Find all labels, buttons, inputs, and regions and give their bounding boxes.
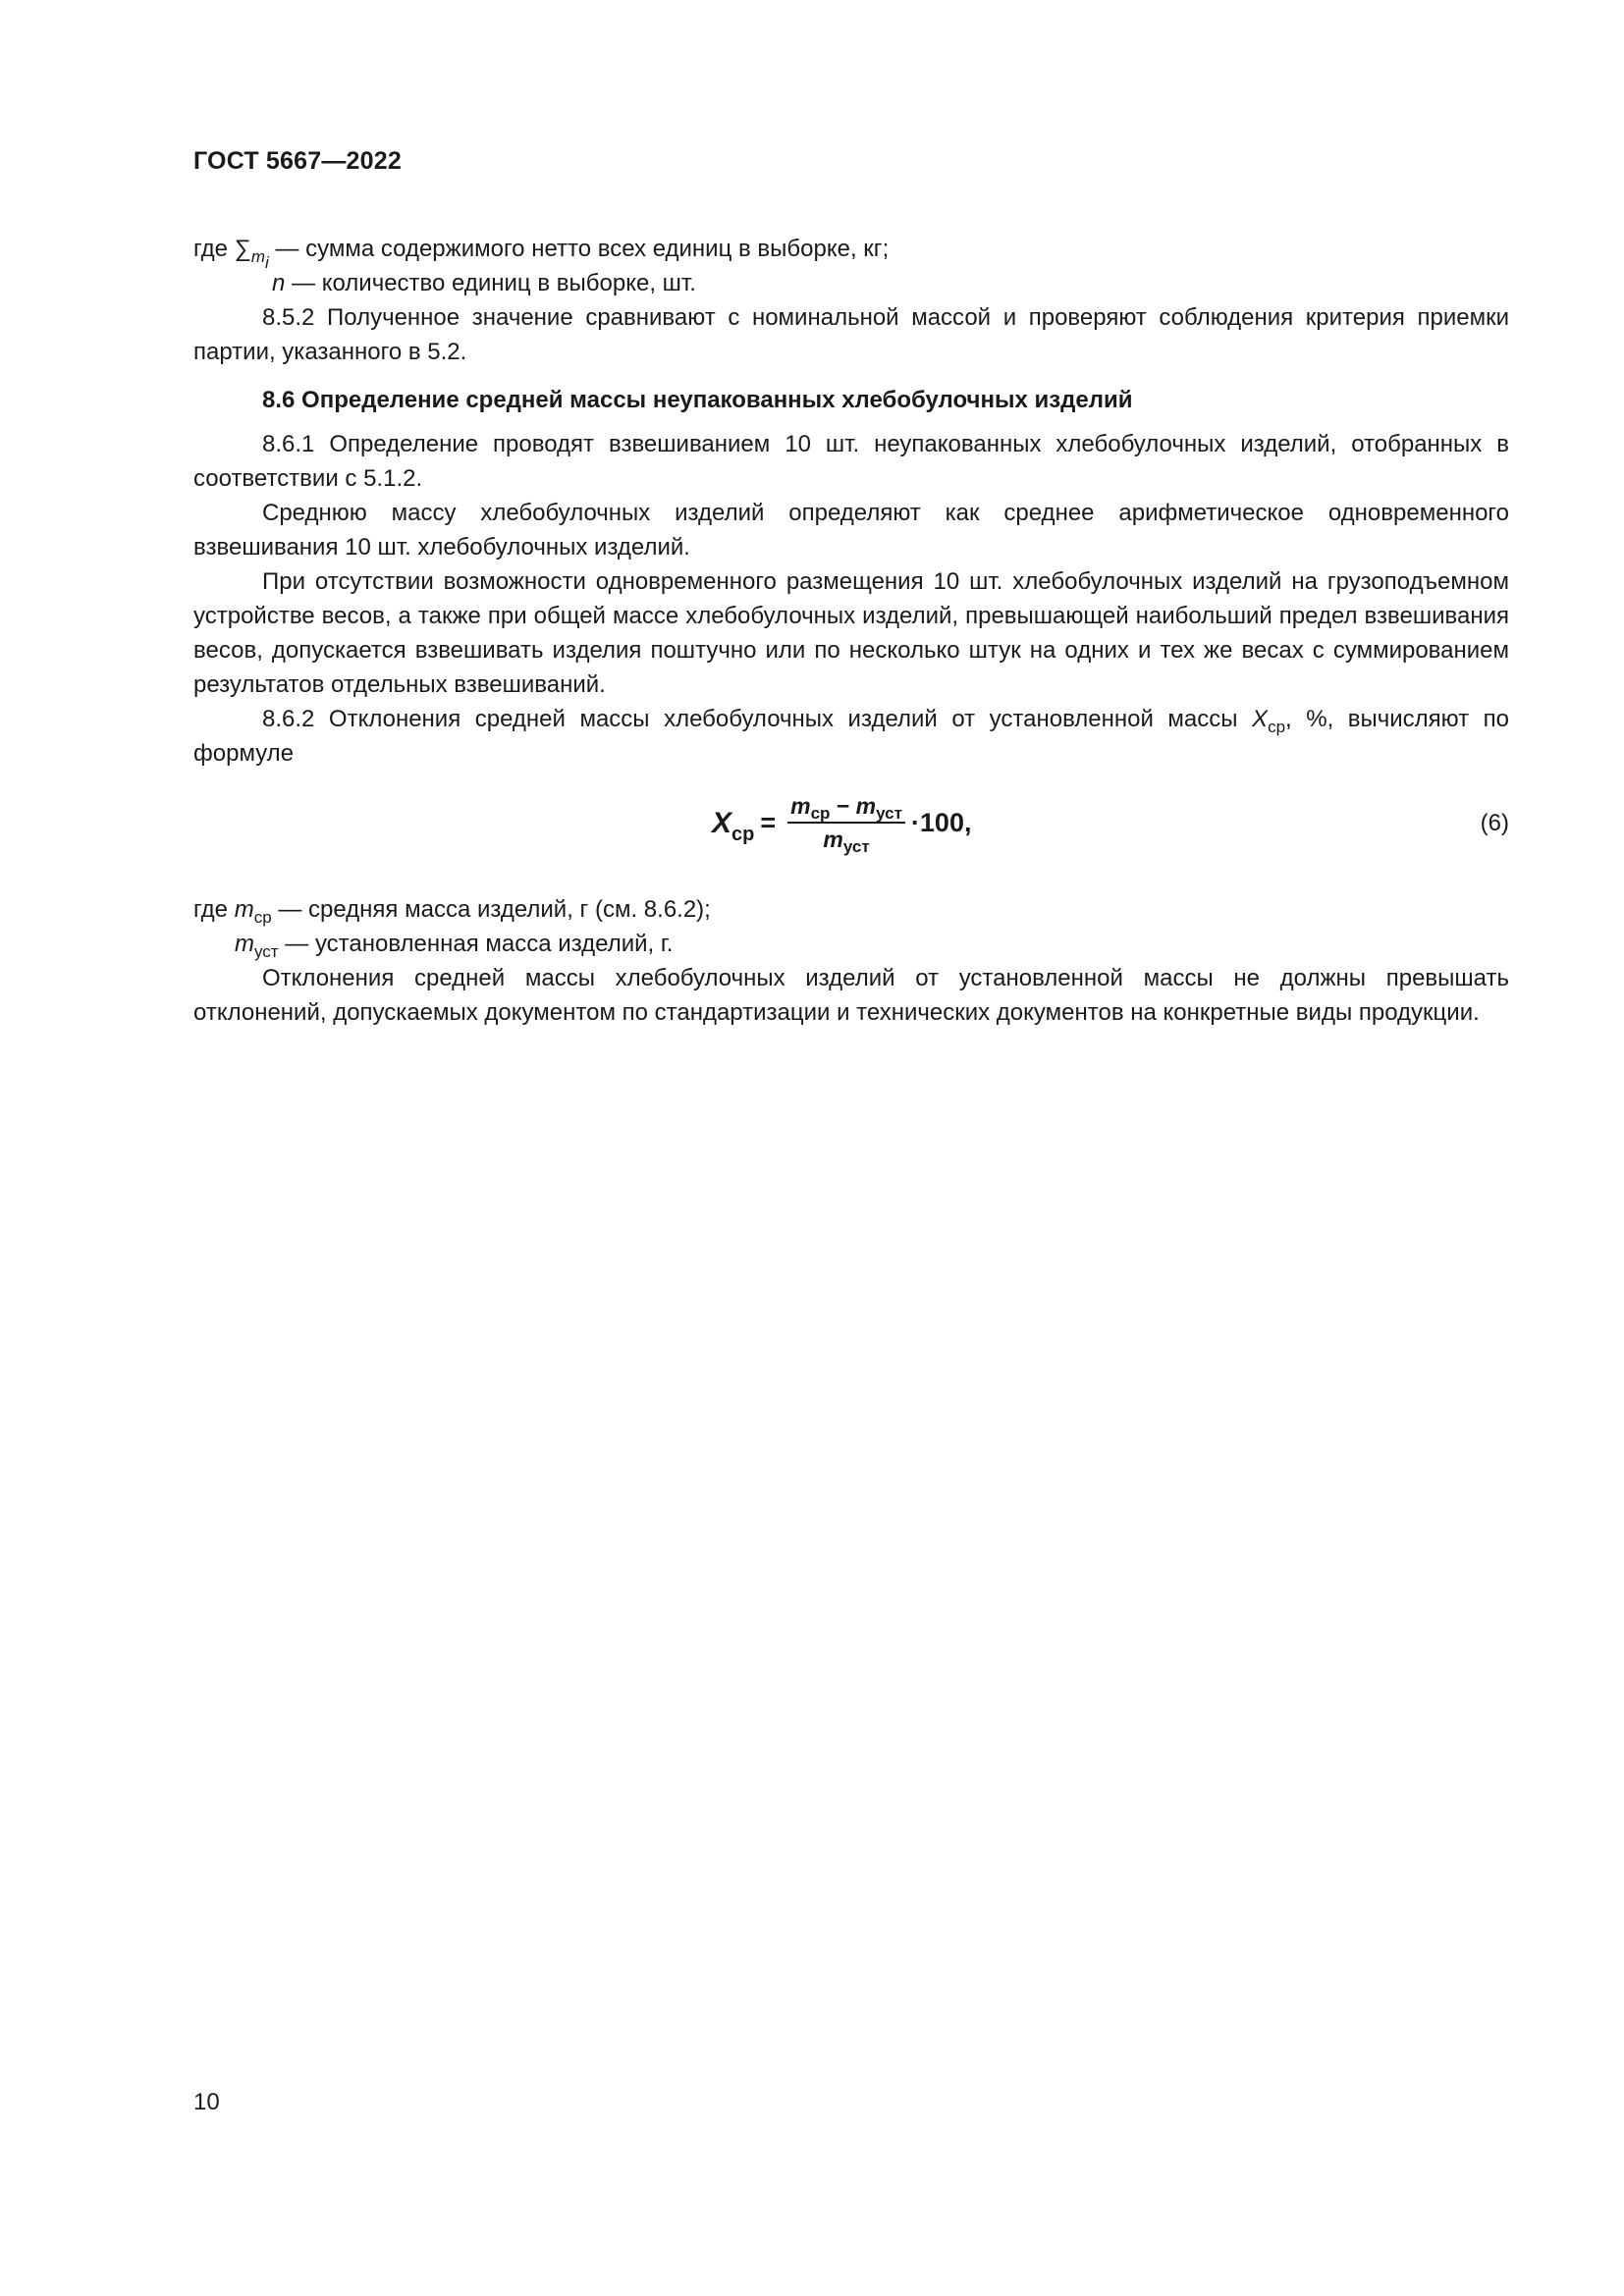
page-number: 10 bbox=[193, 2089, 220, 2115]
legend-n-line: n — количество единиц в выборке, шт. bbox=[272, 270, 696, 296]
paragraph-8-6-2: 8.6.2 Отклонения средней массы хлебобулочных изделий от установленной массы $X_{ср}$, %, вычисляют по формуле bbox=[193, 706, 1510, 767]
formula-6 bbox=[193, 784, 1509, 875]
section-heading-8-6: 8.6 Определение средней массы неупакованных хлебобулочных изделий bbox=[262, 387, 1133, 413]
formula-fraction bbox=[787, 792, 905, 856]
formula-denominator: $m_{уст}$ bbox=[823, 827, 870, 856]
formula-lhs: $X_{ср}$ bbox=[712, 806, 755, 845]
page-body bbox=[193, 232, 1509, 1030]
formula-numerator: $m_{ср} - m_{уст}$ bbox=[787, 792, 905, 824]
paragraph-8-5-2: 8.5.2 Полученное значение сравнивают с номинальной массой и проверяют соблюдения критерия приемки партии, указанного в 5.2. bbox=[193, 304, 1509, 365]
legend-sum-line: где $\sum_{m_i}$ — сумма содержимого нетто всех единиц в выборке, кг; bbox=[193, 236, 890, 272]
equation-number: (6) bbox=[1480, 810, 1509, 836]
document-header: ГОСТ 5667—2022 bbox=[193, 147, 402, 175]
formula-expression: $X_{ср}$ = $\frac{m_{ср} - m_{уст}}{m_{уст}}$ ·100, bbox=[712, 793, 972, 856]
paragraph-8-6-1: 8.6.1 Определение проводят взвешиванием 10 шт. неупакованных хлебобулочных изделий, отобранных в соответствии с 5.1.2. bbox=[193, 431, 1509, 492]
legend-myct-line: $m_{уст}$ — установленная масса изделий, г. bbox=[235, 931, 674, 961]
paragraph-weighing-alternative: При отсутствии возможности одновременного размещения 10 шт. хлебобулочных изделий на грузоподъемном устройстве весов, а также при общей массе хлебобулочных изделий, превышающей наибольший предел взвешивания весов, допускается взвешивать изделия поштучно или по несколько штук на одних и тех же весах с суммированием результатов отдельных взвешиваний. bbox=[193, 568, 1509, 698]
paragraph-average-mass: Среднюю массу хлебобулочных изделий определяют как среднее арифметическое одновременного взвешивания 10 шт. хлебобулочных изделий. bbox=[193, 500, 1509, 561]
sum-symbol: ∑ bbox=[234, 236, 251, 262]
legend-mcp-line: где $m_{ср}$ — средняя масса изделий, г (см. 8.6.2); bbox=[193, 896, 711, 927]
paragraph-deviation: Отклонения средней массы хлебобулочных изделий от установленной массы не должны превышать отклонений, допускаемых документом по стандартизации и технических документов на конкретные виды продукции. bbox=[193, 965, 1509, 1026]
